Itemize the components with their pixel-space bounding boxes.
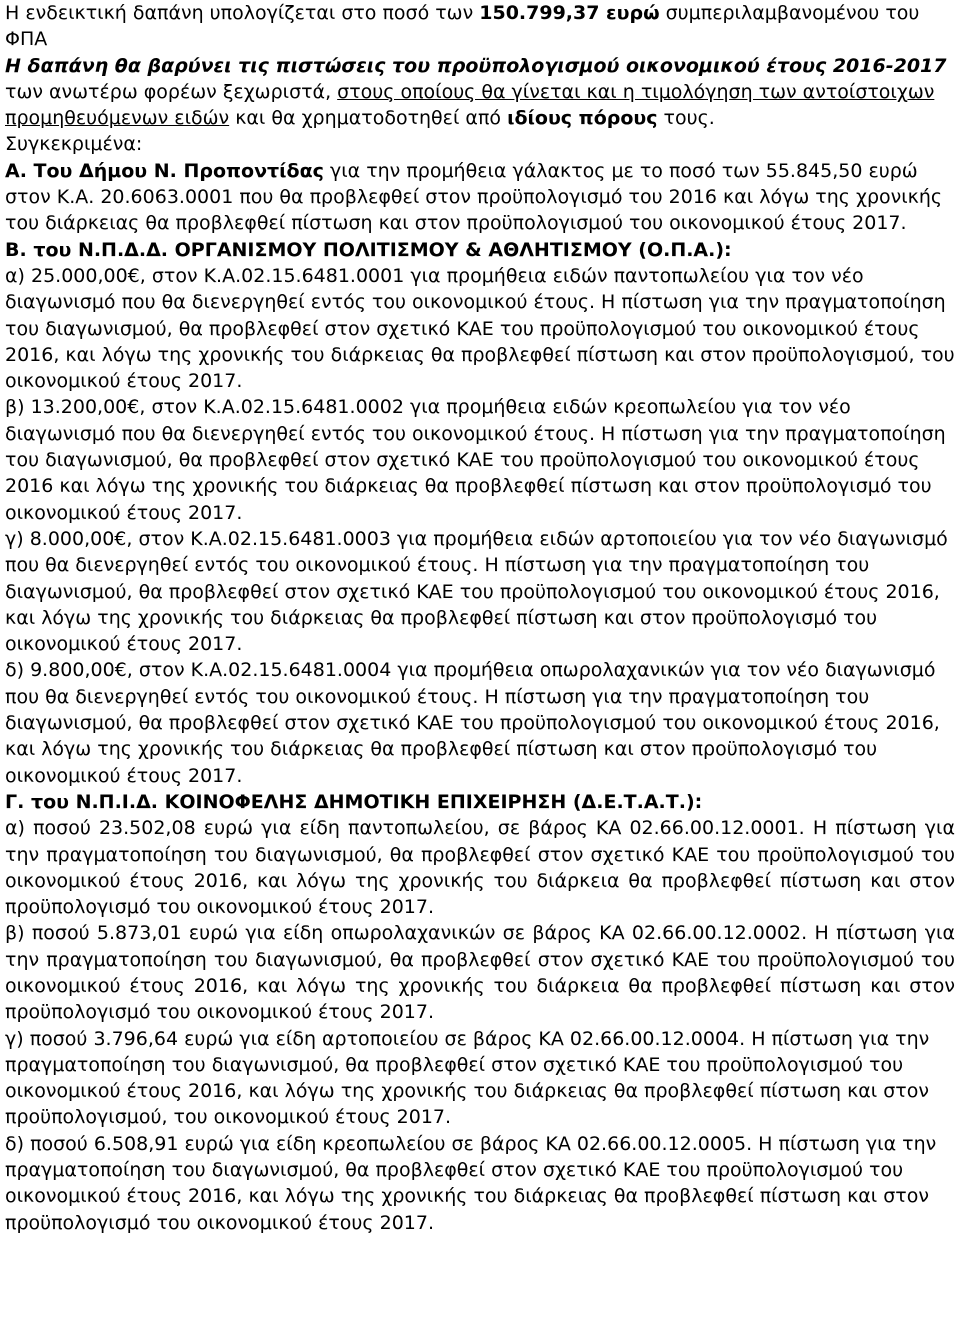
burden-after: και θα χρηματοδοτηθεί από — [229, 107, 508, 130]
invoicing-note: στους οποίους θα γίνεται και η τιμολόγηση των αντοίστοιχων προμηθευόμενων ειδών — [5, 80, 935, 130]
section-b-item: α) 25.000,00€, στον Κ.Α.02.15.6481.0001 για προμήθεια ειδών παντοπωλείου για τον νέο διαγωνισμό που θα διενεργηθεί εντός του οικονομικού έτους. Η πίστωση για την πραγματοποίηση του διαγωνισμού, θα προβλεφθεί στον σχετικό ΚΑΕ του προϋπολογισμού του οικονομικού έτους 2016, και λόγω της χρονικής του διάρκειας θα προβλεφθεί πίστωση και στον προϋπολογισμού, του οικονομικού έτους 2017. — [5, 264, 955, 393]
burden-statement: Η δαπάνη θα βαρύνει τις πιστώσεις του προϋπολογισμού οικονομικού έτους 2016-2017 — [5, 54, 947, 77]
section-a-text: για την προμήθεια γάλακτος με το ποσό των 55.845,50 ευρώ στον Κ.Α. 20.6063.0001 που θα προβλεφθεί στον προϋπολογισμό του 2016 και λόγω της χρονικής του διάρκειας θα προβλεφθεί πίστωση και στον προϋπολογισμού του οικονομικού έτους 2017. — [5, 159, 943, 235]
cost-paragraph — [5, 0, 955, 53]
section-c-title: Γ. του Ν.Π.Ι.Δ. ΚΟΙΝΟΦΕΛΗΣ ΔΗΜΟΤΙΚΗ ΕΠΙΧΕΙΡΗΣΗ (Δ.Ε.Τ.Α.Τ.): — [5, 790, 703, 813]
section-a-prefix: Α. Του — [5, 159, 79, 182]
burden-end: τους. — [657, 107, 715, 130]
specifically-label: Συγκεκριμένα: — [5, 133, 143, 156]
cost-amount: 150.799,37 ευρώ — [479, 2, 660, 24]
section-b-item: β) 13.200,00€, στον Κ.Α.02.15.6481.0002 για προμήθεια ειδών κρεοπωλείου για τον νέο διαγωνισμό που θα διενεργηθεί εντός του οικονομικού έτους. Η πίστωση για την πραγματοποίηση του διαγωνισμού, θα προβλεφθεί στον σχετικό ΚΑΕ του προϋπολογισμού του οικονομικού έτους 2016 και λόγω της χρονικής του διάρκειας θα προβλεφθεί πίστωση και στον προϋπολογισμό του οικονομικού έτους 2017. — [5, 396, 946, 524]
burden-middle: των ανωτέρω φορέων ξεχωριστά, — [5, 80, 338, 103]
section-c-item: γ) ποσού 3.796,64 ευρώ για είδη αρτοποιείου σε βάρος ΚΑ 02.66.00.12.0004. Η πίστωση για την πραγματοποίηση του διαγωνισμού, θα προβλεφθεί στον σχετικό ΚΑΕ του προϋπολογισμού του οικονομικού έτους 2016, και λόγω της χρονικής του διάρκειας θα προβλεφθεί πίστωση και στον προϋπολογισμού, του οικονομικού έτους 2017. — [5, 1027, 930, 1129]
document-page — [5, 0, 955, 1236]
section-c-item: α) ποσού 23.502,08 ευρώ για είδη παντοπωλείου, σε βάρος ΚΑ 02.66.00.12.0001. Η πίστωση για την πραγματοποίηση του διαγωνισμού, θα προβλεφθεί στον σχετικό ΚΑΕ του προϋπολογισμού του οικονομικού έτους 2016, και λόγω της χρονικής του διάρκεια θα προβλεφθεί πίστωση και στον προϋπολογισμό του οικονομικού έτους 2017. — [5, 817, 955, 919]
section-b-item: δ) 9.800,00€, στον Κ.Α.02.15.6481.0004 για προμήθεια οπωρολαχανικών για τον νέο διαγωνισμό που θα διενεργηθεί εντός του οικονομικού έτους. Η πίστωση για την πραγματοποίηση του διαγωνισμού, θα προβλεφθεί στον σχετικό ΚΑΕ του προϋπολογισμού του οικονομικού έτους 2016, και λόγω της χρονικής του διάρκειας θα προβλεφθεί πίστωση και στον προϋπολογισμό του οικονομικού έτους 2017. — [5, 659, 940, 787]
own-resources: ιδίους πόρους — [507, 107, 658, 130]
burden-paragraph — [5, 53, 955, 132]
section-a-title: Δήμου Ν. Προποντίδας — [79, 159, 324, 182]
section-c-item: δ) ποσού 6.508,91 ευρώ για είδη κρεοπωλείου σε βάρος ΚΑ 02.66.00.12.0005. Η πίστωση για την πραγματοποίηση του διαγωνισμού, θα προβλεφθεί στον σχετικό ΚΑΕ του προϋπολογισμού του οικονομικού έτους 2016, και λόγω της χρονικής του διάρκειας θα προβλεφθεί πίστωση και στον προϋπολογισμό του οικονομικού έτους 2017. — [5, 1132, 937, 1234]
section-b-item: γ) 8.000,00€, στον Κ.Α.02.15.6481.0003 για προμήθεια ειδών αρτοποιείου για τον νέο διαγωνισμό που θα διενεργηθεί εντός του οικονομικού έτους. Η πίστωση για την πραγματοποίηση του διαγωνισμού, θα προβλεφθεί στον σχετικό ΚΑΕ του προϋπολογισμού του οικονομικού έτους 2016, και λόγω της χρονικής του διάρκειας θα προβλεφθεί πίστωση και στον προϋπολογισμό του οικονομικού έτους 2017. — [5, 527, 948, 656]
cost-suffix: συμπεριλαμβανομένου του ΦΠΑ — [5, 2, 920, 51]
section-a — [5, 158, 955, 237]
section-b-title: Β. του Ν.Π.Δ.Δ. ΟΡΓΑΝΙΣΜΟΥ ΠΟΛΙΤΙΣΜΟΥ & ΑΘΛΗΤΙΣΜΟΥ (Ο.Π.Α.): — [5, 238, 732, 261]
cost-prefix: Η ενδεικτική δαπάνη υπολογίζεται στο ποσό των — [5, 2, 480, 24]
section-c-item: β) ποσού 5.873,01 ευρώ για είδη οπωρολαχανικών σε βάρος ΚΑ 02.66.00.12.0002. Η πίστωση για την πραγματοποίηση του διαγωνισμού, θα προβλεφθεί στον σχετικό ΚΑΕ του προϋπολογισμού του οικονομικού έτους 2016, και λόγω της χρονικής του διάρκεια θα προβλεφθεί πίστωση και στον προϋπολογισμό του οικονομικού έτους 2017. — [5, 922, 955, 1024]
